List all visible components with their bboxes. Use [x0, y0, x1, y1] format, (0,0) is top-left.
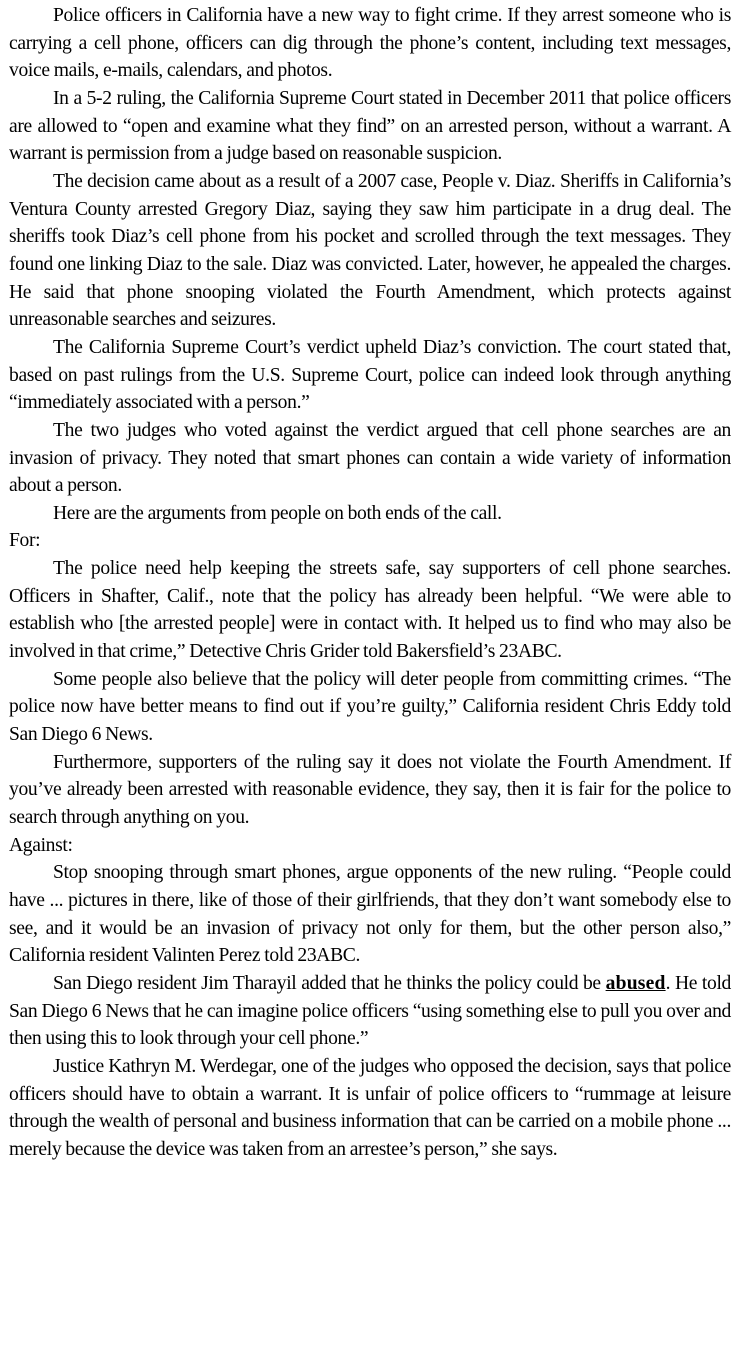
section-heading-against: Against:	[9, 834, 73, 856]
paragraph-ruling: In a 5-2 ruling, the California Supreme Court stated in December 2011 that police officers are allowed to “open and examine what they find” on an arrested person, without a warrant. A warrant is permission from a judge based on reasonable suspicion.	[9, 87, 731, 165]
paragraph-for-deterrence: Some people also believe that the policy will deter people from committing crimes. “The police now have better means to find out if you’re guilty,” California resident Chris Eddy told San Diego 6 News.	[9, 668, 731, 746]
paragraph-case-background: The decision came about as a result of a 2007 case, People v. Diaz. Sheriffs in California’s Ventura County arrested Gregory Diaz, saying they saw him participate in a drug deal. The sheriffs took Diaz’s cell phone from his pocket and scrolled through the text messages. They found one linking Diaz to the sale. Diaz was convicted. Later, however, he appealed the charges. He said that phone snooping violated the Fourth Amendment, which protects against unreasonable searches and seizures.	[9, 170, 731, 331]
paragraph-against-privacy: Stop snooping through smart phones, argue opponents of the new ruling. “People could have ... pictures in there, like of those of their girlfriends, that they don’t want somebody else to see, and it would be an invasion of privacy not only for them, but the other person also,” California resident Valinten Perez told 23ABC.	[9, 862, 731, 967]
section-heading-for: For:	[9, 530, 41, 552]
article-body	[9, 2, 731, 1164]
paragraph-verdict: The California Supreme Court’s verdict upheld Diaz’s conviction. The court stated that, based on past rulings from the U.S. Supreme Court, police can indeed look through anything “immediately associated with a person.”	[9, 336, 731, 414]
paragraph-text-before: San Diego resident Jim Tharayil added that he thinks the policy could be	[53, 972, 606, 994]
paragraph-against-abuse	[9, 970, 731, 1053]
paragraph-against-warrant: Justice Kathryn M. Werdegar, one of the judges who opposed the decision, says that police officers should have to obtain a warrant. It is unfair of police officers to “rummage at leisure through the wealth of personal and business information that can be carried on a mobile phone ... merely because the device was taken from an arrestee’s person,” she says.	[9, 1055, 731, 1160]
paragraph-arguments-intro: Here are the arguments from people on both ends of the call.	[53, 502, 502, 524]
paragraph-dissent: The two judges who voted against the verdict argued that cell phone searches are an invasion of privacy. They noted that smart phones can contain a wide variety of information about a person.	[9, 419, 731, 497]
vocab-word-link[interactable]: abused	[605, 972, 666, 994]
paragraph-intro: Police officers in California have a new way to fight crime. If they arrest someone who is carrying a cell phone, officers can dig through the phone’s content, including text messages, voice mails, e-mails, calendars, and photos.	[9, 5, 731, 82]
paragraph-text-after: . He told San Diego 6 News that he can imagine police officers “using something else to pull you over and then using this to look through your cell phone.”	[9, 972, 731, 1050]
paragraph-for-fourth-amendment: Furthermore, supporters of the ruling say it does not violate the Fourth Amendment. If you’ve already been arrested with reasonable evidence, they say, then it is fair for the police to search through anything on you.	[9, 751, 731, 829]
paragraph-for-safety: The police need help keeping the streets safe, say supporters of cell phone searches. Officers in Shafter, Calif., note that the policy has already been helpful. “We were able to establish who [the arrested people] were in contact with. It helped us to find who may also be involved in that crime,” Detective Chris Grider told Bakersfield’s 23ABC.	[9, 558, 731, 663]
